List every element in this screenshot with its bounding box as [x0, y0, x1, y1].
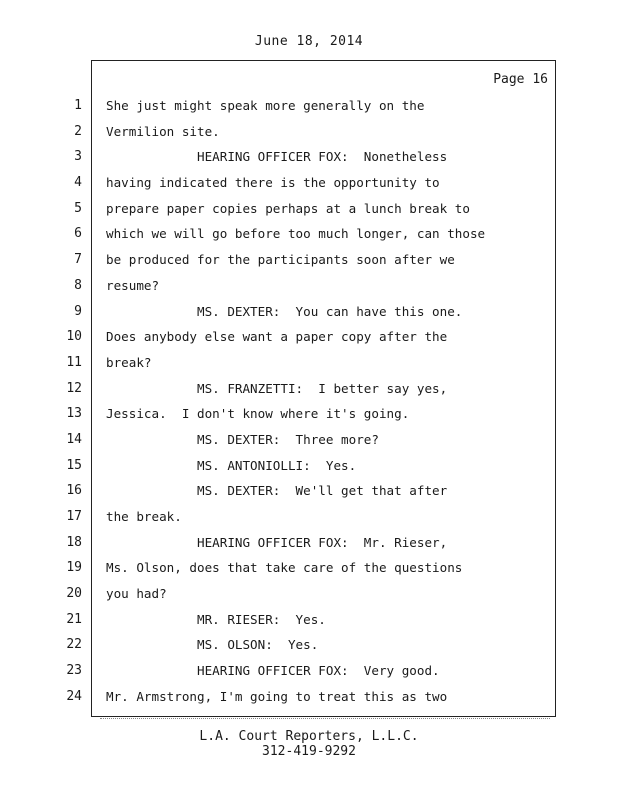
line-number-column [58, 93, 82, 710]
line-number: 14 [66, 431, 82, 447]
transcript-body [106, 93, 546, 710]
line-number: 23 [66, 663, 82, 679]
header-date: June 18, 2014 [254, 34, 364, 49]
line-number: 2 [74, 123, 82, 139]
line-number: 12 [66, 380, 82, 396]
line-number: 7 [74, 252, 82, 268]
line-number: 24 [66, 688, 82, 704]
footer-company: L.A. Court Reporters, L.L.C. [199, 729, 419, 744]
line-number: 21 [66, 611, 82, 627]
transcript-line: you had? [106, 586, 167, 602]
transcript-line: MS. OLSON: Yes. [106, 637, 319, 653]
footer-phone: 312-419-9292 [262, 744, 356, 759]
line-number: 3 [74, 149, 82, 165]
line-number: 17 [66, 509, 82, 524]
line-number: 22 [66, 637, 82, 653]
transcript-line: MR. RIESER: Yes. [106, 611, 326, 627]
transcript-line: She just might speak more generally on the [106, 98, 425, 113]
transcript-line: HEARING OFFICER FOX: Mr. Rieser, [106, 534, 448, 550]
transcript-line: MS. DEXTER: We'll get that after [106, 483, 448, 499]
transcript-line: Ms. Olson, does that take care of the questions [106, 560, 463, 576]
line-number: 11 [66, 354, 82, 370]
line-number: 9 [74, 303, 82, 319]
line-number: 10 [66, 329, 82, 345]
line-number: 16 [66, 483, 82, 499]
line-number: 4 [74, 175, 82, 191]
footer [0, 729, 618, 759]
transcript-line: the break. [106, 509, 182, 524]
line-number: 13 [66, 406, 82, 422]
transcript-line: Mr. Armstrong, I'm going to treat this as two [106, 688, 448, 704]
transcript-line: MS. FRANZETTI: I better say yes, [106, 380, 448, 396]
transcript-line: Does anybody else want a paper copy after the [106, 329, 448, 345]
page-number: Page 16 [493, 72, 548, 87]
transcript-line: MS. DEXTER: Three more? [106, 431, 379, 447]
line-number: 18 [66, 534, 82, 550]
transcript-line: Vermilion site. [106, 123, 220, 139]
transcript-line: MS. ANTONIOLLI: Yes. [106, 457, 357, 473]
line-number: 20 [66, 586, 82, 602]
transcript-line: break? [106, 354, 152, 370]
transcript-line: be produced for the participants soon after we [106, 252, 455, 268]
line-number: 5 [74, 200, 82, 216]
line-number: 1 [74, 98, 82, 113]
scan-artifact-line [100, 718, 550, 720]
line-number: 19 [66, 560, 82, 576]
transcript-line: HEARING OFFICER FOX: Very good. [106, 663, 440, 679]
transcript-line: Jessica. I don't know where it's going. [106, 406, 410, 422]
transcript-line: MS. DEXTER: You can have this one. [106, 303, 463, 319]
transcript-line: which we will go before too much longer, can those [106, 226, 486, 242]
line-number: 6 [74, 226, 82, 242]
line-number: 8 [74, 277, 82, 293]
transcript-line: resume? [106, 277, 160, 293]
line-number: 15 [66, 457, 82, 473]
transcript-line: HEARING OFFICER FOX: Nonetheless [106, 149, 448, 165]
transcript-line: having indicated there is the opportunity to [106, 175, 440, 191]
transcript-line: prepare paper copies perhaps at a lunch break to [106, 200, 470, 216]
